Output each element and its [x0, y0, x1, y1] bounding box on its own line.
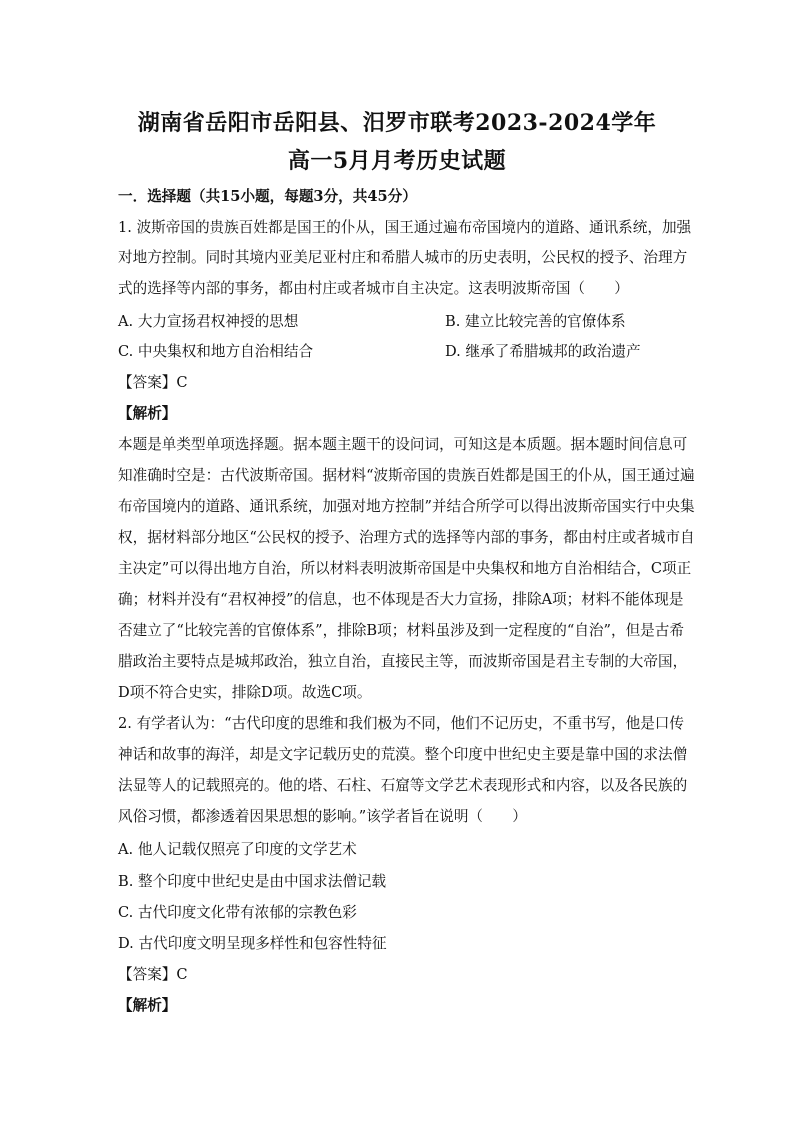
question-1-stem-line: 1. 波斯帝国的贵族百姓都是国王的仆从，国王通过遍布帝国境内的道路、通讯系统，加强 [118, 219, 692, 236]
question-1-analysis-line: 主决定”可以得出地方自治，所以材料表明波斯帝国是中央集权和地方自治相结合，C项正 [118, 560, 692, 577]
question-2-option-b: B. 整个印度中世纪史是由中国求法僧记载 [118, 873, 387, 890]
question-1-analysis-label: 【解析】 [118, 405, 177, 422]
question-1-analysis-line: D项不符合史实，排除D项。故选C项。 [118, 684, 372, 701]
document-title-line1: 湖南省岳阳市岳阳县、汨罗市联考2023-2024学年 [137, 110, 657, 136]
question-2-stem-line: 神话和故事的海洋，却是文字记载历史的荒漠。整个印度中世纪史主要是靠中国的求法僧 [118, 746, 688, 763]
question-1-stem-line: 式的选择等内部的事务，都由村庄或者城市自主决定。这表明波斯帝国（ ） [118, 280, 629, 297]
question-1-option-a: A. 大力宣扬君权神授的思想 [118, 313, 299, 330]
question-1-option-c: C. 中央集权和地方自治相结合 [118, 343, 314, 360]
question-2-option-c: C. 古代印度文化带有浓郁的宗教色彩 [118, 904, 357, 921]
question-1-analysis-line: 布帝国境内的道路、通讯系统，加强对地方控制”并结合所学可以得出波斯帝国实行中央集 [118, 498, 695, 515]
question-1-stem-line: 对地方控制。同时其境内亚美尼亚村庄和希腊人城市的历史表明，公民权的授予、治理方 [118, 249, 688, 266]
question-1-analysis-line: 知准确时空是：古代波斯帝国。据材料“波斯帝国的贵族百姓都是国王的仆从，国王通过遍 [118, 467, 695, 484]
section-heading: 一．选择题（共15小题，每题3分，共45分） [118, 188, 417, 205]
question-2-stem-line: 风俗习惯，都渗透着因果思想的影响。”该学者旨在说明（ ） [118, 808, 527, 825]
question-1-analysis-line: 本题是单类型单项选择题。据本题主题干的设问词，可知这是本质题。据本题时间信息可 [118, 436, 688, 453]
question-1-analysis-line: 否建立了“比较完善的官僚体系”，排除B项；材料虽涉及到一定程度的“自治”，但是古希 [118, 622, 684, 639]
question-1-option-d: D. 继承了希腊城邦的政治遗产 [445, 343, 641, 360]
question-1-analysis-line: 腊政治主要特点是城邦政治，独立自治，直接民主等，而波斯帝国是君主专制的大帝国， [118, 653, 688, 670]
question-1-answer: 【答案】C [118, 374, 188, 391]
question-2-stem-line: 法显等人的记载照亮的。他的塔、石柱、石窟等文学艺术表现形式和内容，以及各民族的 [118, 777, 688, 794]
question-2-option-d: D. 古代印度文明呈现多样性和包容性特征 [118, 935, 387, 952]
question-1-analysis-line: 权，据材料部分地区“公民权的授予、治理方式的选择等内部的事务，都由村庄或者城市自 [118, 529, 695, 546]
question-1-analysis-line: 确；材料并没有“君权神授”的信息，也不体现是否大力宣扬，排除A项；材料不能体现是 [118, 591, 684, 608]
question-2-stem-line: 2. 有学者认为：“古代印度的思维和我们极为不同，他们不记历史，不重书写，他是口传 [118, 715, 684, 732]
document-title-line2: 高一5月月考历史试题 [287, 148, 507, 174]
question-2-answer: 【答案】C [118, 966, 188, 983]
question-1-option-b: B. 建立比较完善的官僚体系 [445, 313, 626, 330]
question-2-analysis-label: 【解析】 [118, 997, 177, 1014]
question-2-option-a: A. 他人记载仅照亮了印度的文学艺术 [118, 841, 357, 858]
